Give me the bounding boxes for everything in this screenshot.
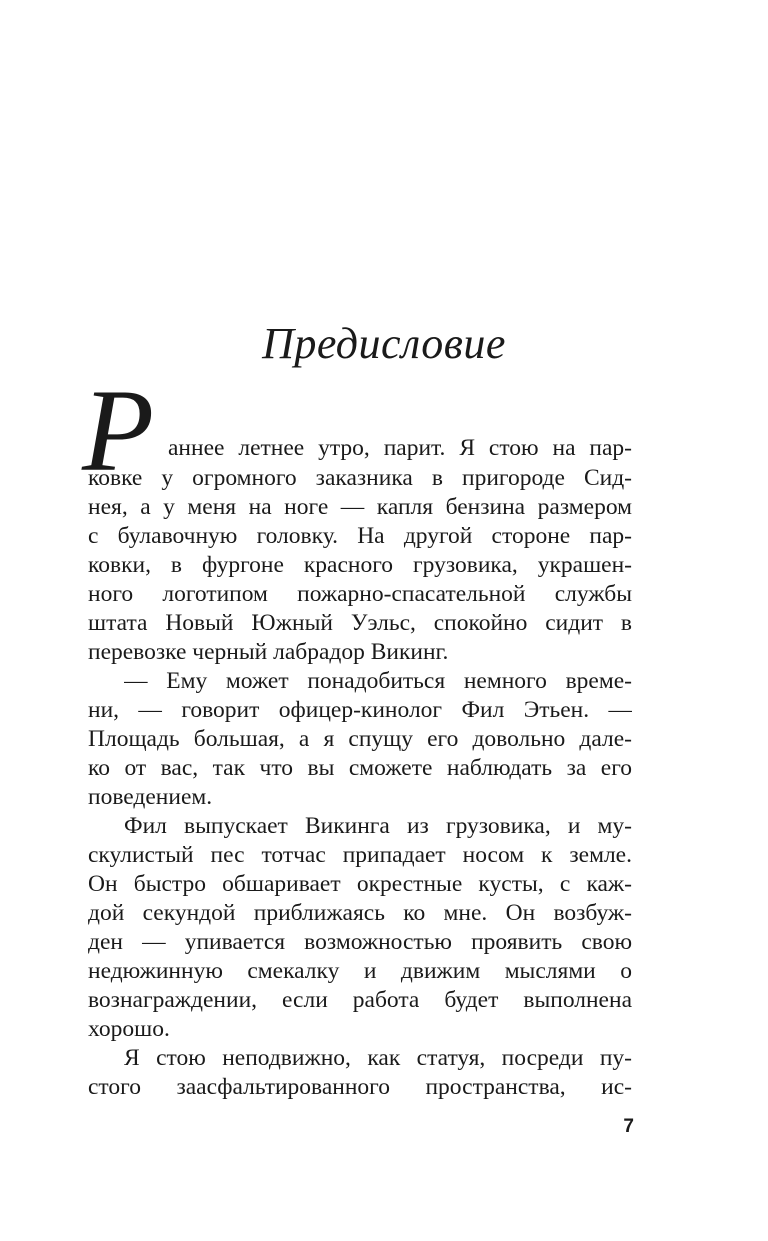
text-line: — Ему может понадобиться немного време- — [124, 668, 632, 694]
text-line: перевозке черный лабрадор Викинг. — [88, 639, 449, 665]
text-line: ного логотипом пожарно-спасательной службы — [88, 581, 632, 607]
page-number: 7 — [623, 1116, 634, 1137]
text-line: дой секундой приближаясь ко мне. Он возбуж- — [88, 900, 632, 926]
text-line: хорошо. — [88, 1016, 170, 1042]
text-line: аннее летнее утро, парит. Я стою на пар- — [168, 435, 632, 461]
text-line: Я стою неподвижно, как статуя, посреди пу- — [124, 1045, 632, 1071]
text-line: с булавочную головку. На другой стороне пар- — [88, 523, 632, 549]
text-line: нея, а у меня на ноге — капля бензина размером — [88, 494, 632, 520]
drop-cap: Р — [82, 365, 155, 496]
text-line: Он быстро обшаривает окрестные кусты, с каж- — [88, 871, 632, 897]
text-line: поведением. — [88, 784, 213, 810]
text-line: штата Новый Южный Уэльс, спокойно сидит в — [88, 610, 632, 636]
chapter-title: Предисловие — [262, 319, 506, 368]
text-line: ко от вас, так что вы сможете наблюдать за его — [88, 755, 632, 781]
text-line: недюжинную смекалку и движим мыслями о — [88, 958, 632, 984]
text-line: скулистый пес тотчас припадает носом к земле. — [88, 842, 632, 868]
text-line: Фил выпускает Викинга из грузовика, и му- — [124, 813, 632, 839]
text-line: ковки, в фургоне красного грузовика, украшен- — [88, 552, 632, 578]
text-line: стого заасфальтированного пространства, ис- — [88, 1074, 632, 1100]
text-line: вознаграждении, если работа будет выполнена — [88, 987, 632, 1013]
text-line: ковке у огромного заказника в пригороде Сид- — [88, 465, 632, 491]
text-line: ден — упивается возможностью проявить свою — [88, 929, 632, 955]
text-line: Площадь большая, а я спущу его довольно дале- — [88, 726, 632, 752]
text-line: ни, — говорит офицер-кинолог Фил Этьен. — — [88, 697, 632, 723]
